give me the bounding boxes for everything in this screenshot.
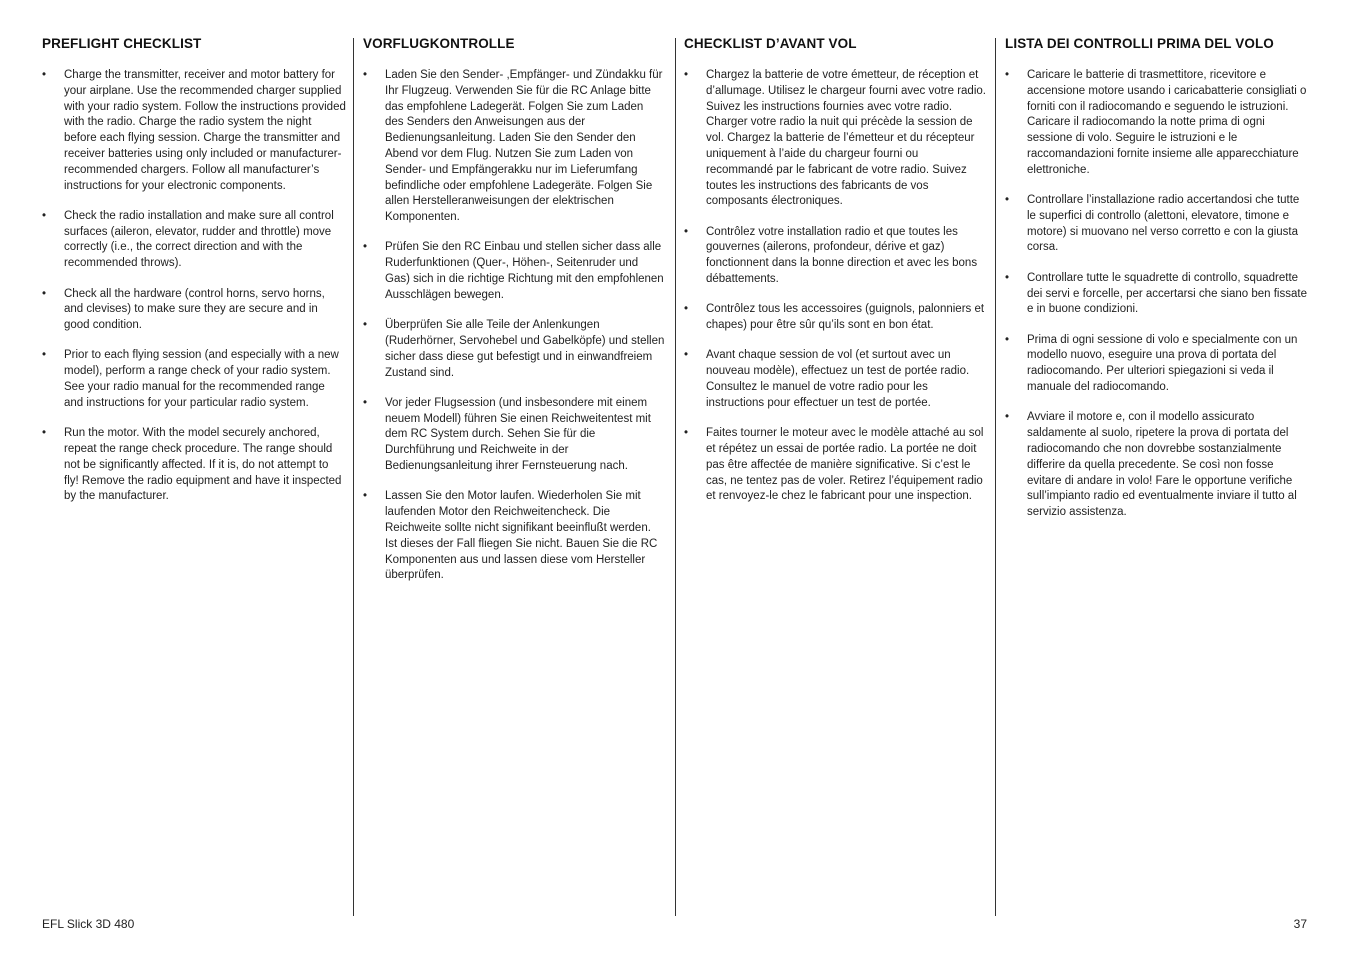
bullet-icon: • [42, 209, 47, 222]
checklist-item-text: Contrôlez votre installation radio et que toutes les gouvernes (ailerons, profondeur, dérive et gaz) fonctionnent dans la bonne direction et avec les bons débattements. [706, 225, 978, 286]
checklist-item [1005, 68, 1309, 179]
checklist-item [42, 426, 346, 505]
page-number: 37 [1293, 917, 1307, 931]
checklist-item-text: Controllare tutte le squadrette di controllo, squadrette dei servi e forcelle, per accertarsi che siano ben fissate e in buone condizioni. [1027, 271, 1307, 316]
column-divider [353, 38, 354, 916]
bullet-icon: • [1005, 271, 1010, 284]
bullet-icon: • [363, 396, 368, 409]
checklist [1005, 68, 1309, 521]
bullet-icon: • [363, 490, 368, 503]
checklist [42, 68, 346, 505]
column-heading: PREFLIGHT CHECKLIST [42, 36, 202, 51]
checklist-item-text: Prior to each flying session (and especially with a new model), perform a range check of your radio system. See your radio manual for the recommended range and instructions for your particular radio system. [64, 349, 339, 409]
bullet-icon: • [684, 427, 689, 440]
checklist-item-text: Charge the transmitter, receiver and motor battery for your airplane. Use the recommended charger supplied with your radio system. Follow the instructions provided with the radio. Charge the radio system the night before each flying session. Charge the transmitter and receiver batteries using only included or manufacturer-recommended chargers. Follow all manufacturer’s instructions for your electronic components. [64, 69, 346, 192]
bullet-icon: • [363, 241, 368, 254]
checklist-item-text: Controllare l’installazione radio accertandosi che tutte le superfici di controllo (alettoni, elevatore, timone e motore) si muovano nel verso corretto e con la giusta corsa. [1027, 194, 1300, 254]
checklist-item [684, 426, 986, 505]
column-german [363, 36, 665, 599]
bullet-icon: • [684, 303, 689, 316]
checklist-item [42, 348, 346, 411]
bullet-icon: • [1005, 194, 1010, 207]
checklist-item-text: Check all the hardware (control horns, servo horns, and clevises) to make sure they are secure and in good condition. [64, 287, 325, 332]
checklist-item [42, 68, 346, 194]
column-english [42, 36, 346, 520]
bullet-icon: • [42, 427, 47, 440]
checklist-item-text: Caricare le batterie di trasmettitore, ricevitore e accensione motore usando i caricabatterie consigliati o forniti con il radiocomando e seguendo le istruzioni. Caricare il radiocomando la notte prima di ogni sessione di volo. Seguire le istruzioni e le raccomandazioni fornite insieme alle apparecchiature elettroniche. [1027, 69, 1307, 176]
checklist [684, 68, 986, 505]
bullet-icon: • [363, 319, 368, 332]
checklist-item [1005, 333, 1309, 396]
column-divider [995, 38, 996, 916]
checklist-item [684, 348, 986, 411]
column-heading: CHECKLIST D’AVANT VOL [684, 36, 857, 51]
bullet-icon: • [684, 225, 689, 238]
checklist-item [42, 287, 346, 334]
checklist-item-text: Laden Sie den Sender- ,Empfänger- und Zündakku für Ihr Flugzeug. Verwenden Sie für die RC Anlage bitte das empfohlene Ladegerät. Folgen Sie zum Laden des Senders den Anweisungen aus der Bedienungsanleitung. Laden Sie den Sender den Abend vor dem Flug. Nutzen Sie zum Laden von Sender- und Empfängerakku nur im Lieferumfang befindliche oder empfohlene Ladegeräte. Folgen Sie allen Herstelleranweisungen der elektrischen Komponenten. [385, 69, 663, 224]
bullet-icon: • [1005, 411, 1010, 424]
checklist-item [684, 68, 986, 210]
bullet-icon: • [1005, 333, 1010, 346]
checklist-item-text: Faites tourner le moteur avec le modèle attaché au sol et répétez un essai de portée radio. La portée ne doit pas être affectée de manière significative. Si c’est le cas, ne tentez pas de voler. Retirez l’équipement radio et renvoyez-le chez le fabricant pour une inspection. [706, 427, 984, 503]
checklist-item [684, 302, 986, 334]
checklist-item-text: Prüfen Sie den RC Einbau und stellen sicher dass alle Ruderfunktionen (Quer-, Höhen-, Seitenruder und Gas) sich in die richtige Richtung mit den empfohlenen Ausschlägen bewegen. [385, 241, 664, 301]
checklist-item-text: Contrôlez tous les accessoires (guignols, palonniers et chapes) pour être sûr qu’ils sont en bon état. [706, 303, 985, 332]
checklist-item-text: Avviare il motore e, con il modello assicurato saldamente al suolo, ripetere la prova di portata del radiocomando che non dovrebbe sostanzialmente differire da quella precedente. Se così non fosse evitare di andare in volo! Fare le opportune verifiche sull’impianto radio ed eventualmente inviare il tutto al servizio assistenza. [1027, 411, 1297, 519]
checklist-item-text: Check the radio installation and make sure all control surfaces (aileron, elevator, rudder and throttle) move correctly (i.e., the correct direction and with the recommended throws). [64, 209, 334, 270]
checklist-item [42, 209, 346, 272]
checklist-item-text: Run the motor. With the model securely anchored, repeat the range check procedure. The range should not be significantly affected. If it is, do not attempt to fly! Remove the radio equipment and have it inspected by the manufacturer. [64, 427, 342, 503]
checklist-item [363, 489, 665, 584]
checklist-item [363, 318, 665, 381]
checklist-item [363, 240, 665, 303]
checklist-item-text: Vor jeder Flugsession (und insbesondere mit einem neuem Modell) führen Sie einen Reichweitentest mit dem RC System durch. Sehen Sie für die Durchführung und Reichweite in der Bedienungsanleitung ihrer Fernsteuerung nach. [385, 396, 651, 473]
footer-product-name: EFL Slick 3D 480 [42, 917, 135, 931]
checklist-item-text: Lassen Sie den Motor laufen. Wiederholen Sie mit laufenden Motor den Reichweitencheck. Die Reichweite sollte nicht signifikant beeinflußt werden. Ist dieses der Fall fliegen Sie nicht. Bauen Sie die RC Komponenten aus und lassen diese vom Hersteller überprüfen. [385, 490, 658, 582]
checklist-item [1005, 410, 1309, 521]
checklist-item [363, 68, 665, 226]
checklist-item [1005, 193, 1309, 256]
bullet-icon: • [42, 287, 47, 300]
checklist-item-text: Chargez la batterie de votre émetteur, de réception et d’allumage. Utilisez le chargeur fourni avec votre radio. Suivez les instructions fournies avec votre radio. Charger votre radio la nuit qui précède la session de vol. Chargez la batterie de l’émetteur et du récepteur uniquement à l’aide du chargeur fourni ou recommandé par le fabricant de votre radio. Suivez toutes les instructions des fabricants de vos composants électroniques. [706, 69, 986, 208]
checklist-item-text: Avant chaque session de vol (et surtout avec un nouveau modèle), effectuez un test de portée radio. Consultez le manuel de votre radio pour les instructions pour effectuer un test de portée. [706, 349, 970, 409]
bullet-icon: • [42, 69, 47, 81]
column-italian [1005, 36, 1309, 535]
checklist-item [684, 225, 986, 288]
bullet-icon: • [363, 69, 368, 81]
bullet-icon: • [42, 349, 47, 362]
checklist [363, 68, 665, 584]
column-heading: LISTA DEI CONTROLLI PRIMA DEL VOLO [1005, 36, 1274, 51]
bullet-icon: • [1005, 69, 1010, 81]
checklist-item [363, 396, 665, 475]
bullet-icon: • [684, 349, 689, 362]
checklist-item-text: Überprüfen Sie alle Teile der Anlenkungen (Ruderhörner, Servohebel und Gabelköpfe) und stellen sicher dass diese gut befestigt und in einwandfreiem Zustand sind. [385, 319, 665, 379]
column-divider [675, 38, 676, 916]
bullet-icon: • [684, 69, 689, 81]
column-heading: VORFLUGKONTROLLE [363, 36, 515, 51]
checklist-item-text: Prima di ogni sessione di volo e specialmente con un modello nuovo, eseguire una prova di portata del radiocomando. Per ulteriori spiegazioni si veda il manuale del radiocomando. [1027, 333, 1298, 394]
checklist-item [1005, 271, 1309, 318]
column-french [684, 36, 986, 520]
